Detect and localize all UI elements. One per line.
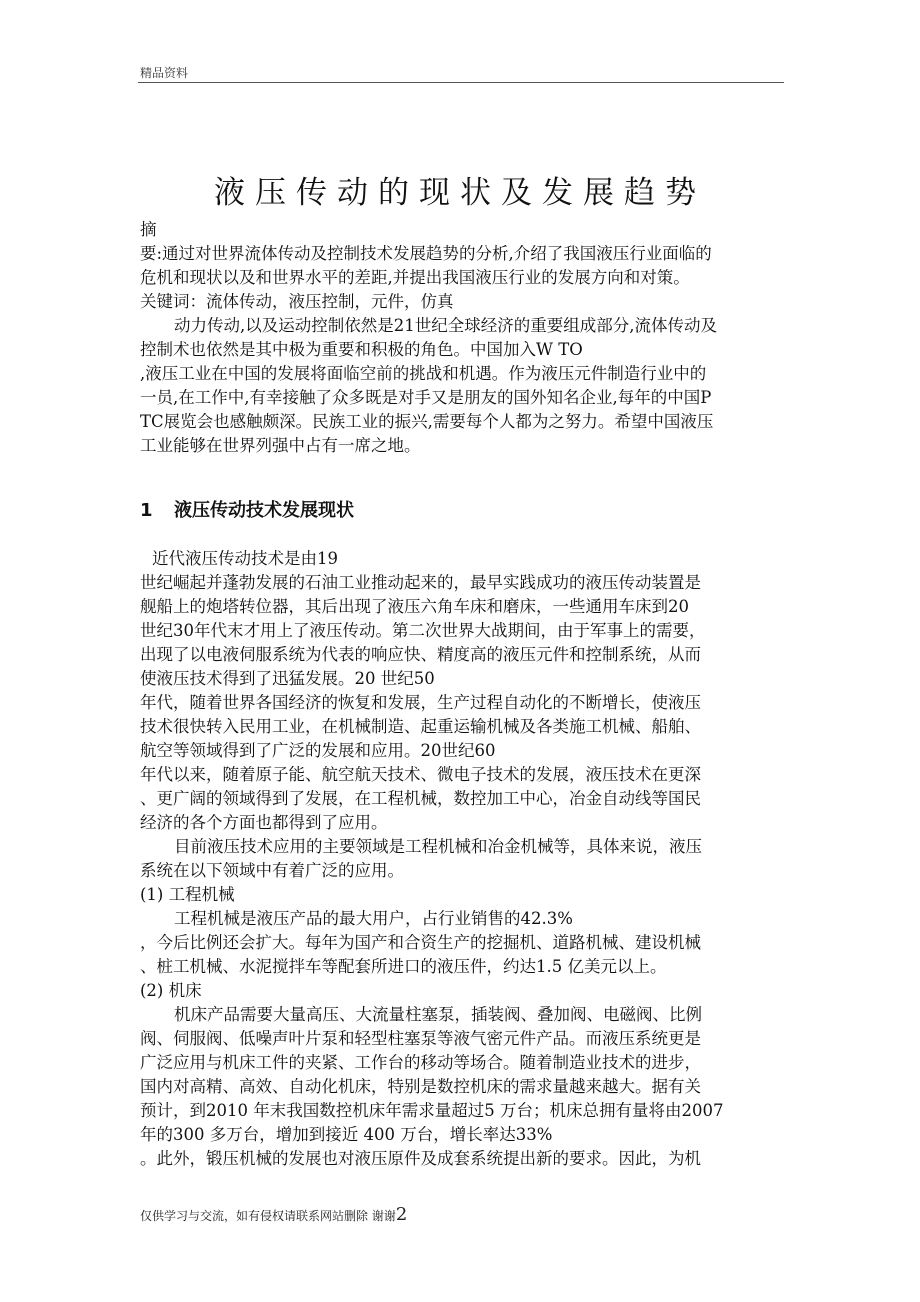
intro-line: ,液压工业在中国的发展将面临空前的挑战和机遇。作为液压元件制造行业中的 bbox=[140, 364, 707, 383]
body-line: 工程机械是液压产品的最大用户，占行业销售的42.3% bbox=[174, 909, 573, 928]
body-line: 国内对高精、高效、自动化机床，特别是数控机床的需求量越来越大。据有关 bbox=[140, 1077, 701, 1096]
intro-line: TC展览会也感触颇深。民族工业的振兴,需要每个人都为之努力。希望中国液压 bbox=[140, 412, 714, 431]
body-line: 年代，随着世界各国经济的恢复和发展，生产过程自动化的不断增长，使液压 bbox=[140, 693, 701, 712]
header-divider bbox=[138, 82, 784, 83]
page-header-label: 精品资料 bbox=[140, 66, 189, 80]
section-heading-1 bbox=[140, 496, 354, 522]
subheading-machine-tools: (2) 机床 bbox=[140, 981, 202, 1000]
body-line: 出现了以电液伺服系统为代表的响应快、精度高的液压元件和控制系统，从而 bbox=[140, 645, 701, 664]
section1-body bbox=[140, 547, 780, 1171]
intro-line: 一员,在工作中,有幸接触了众多既是对手又是朋友的国外知名企业,每年的中国P bbox=[140, 388, 712, 407]
body-line: 世纪30年代末才用上了液压传动。第二次世界大战期间，由于军事上的需要， bbox=[140, 621, 706, 640]
body-line: 舰船上的炮塔转位器，其后出现了液压六角车床和磨床，一些通用车床到20 bbox=[140, 597, 689, 616]
body-line: 目前液压技术应用的主要领域是工程机械和冶金机械等，具体来说，液压 bbox=[174, 837, 702, 856]
body-line: 年代以来，随着原子能、航空航天技术、微电子技术的发展，液压技术在更深 bbox=[140, 765, 701, 784]
intro-line: 工业能够在世界列强中占有一席之地。 bbox=[140, 436, 421, 455]
body-line: ，今后比例还会扩大。每年为国产和合资生产的挖掘机、道路机械、建设机械 bbox=[140, 933, 701, 952]
body-line: 年的300 多万台，增加到接近 400 万台，增长率达33% bbox=[140, 1125, 553, 1144]
intro-block bbox=[140, 314, 780, 458]
body-line: 世纪崛起并蓬勃发展的石油工业推动起来的，最早实践成功的液压传动装置是 bbox=[140, 573, 701, 592]
page-footer bbox=[140, 1204, 407, 1225]
keywords-line: 关键词：流体传动，液压控制，元件，仿真 bbox=[140, 292, 454, 311]
body-line: 、桩工机械、水泥搅拌车等配套所进口的液压件，约达1.5 亿美元以上。 bbox=[140, 957, 667, 976]
subheading-engineering-machinery: (1) 工程机械 bbox=[140, 885, 235, 904]
intro-line: 控制术也依然是其中极为重要和积极的角色。中国加入W TO bbox=[140, 340, 583, 359]
body-line: 预计，到2010 年末我国数控机床年需求量超过5 万台；机床总拥有量将由2007 bbox=[140, 1101, 724, 1120]
abstract-line: 要:通过对世界流体传动及控制技术发展趋势的分析,介绍了我国液压行业面临的 bbox=[140, 244, 712, 263]
body-line: 使液压技术得到了迅猛发展。20 世纪50 bbox=[140, 669, 435, 688]
intro-line: 动力传动,以及运动控制依然是21世纪全球经济的重要组成部分,流体传动及 bbox=[174, 316, 717, 335]
body-line: 航空等领域得到了广泛的发展和应用。20世纪60 bbox=[140, 741, 496, 760]
body-line: 机床产品需要大量高压、大流量柱塞泵，插装阀、叠加阀、电磁阀、比例 bbox=[174, 1005, 702, 1024]
body-line: 经济的各个方面也都得到了应用。 bbox=[140, 813, 388, 832]
body-line: 技术很快转入民用工业，在机械制造、起重运输机械及各类施工机械、船舶、 bbox=[140, 717, 701, 736]
body-line: 系统在以下领域中有着广泛的应用。 bbox=[140, 861, 404, 880]
body-line: 广泛应用与机床工件的夹紧、工作台的移动等场合。随着制造业技术的进步， bbox=[140, 1053, 701, 1072]
section-title: 液压传动技术发展现状 bbox=[174, 500, 354, 521]
abstract-line: 危机和现状以及和世界水平的差距,并提出我国液压行业的发展方向和对策。 bbox=[140, 268, 690, 287]
page-number: 2 bbox=[395, 1204, 408, 1225]
body-line: 。此外，锻压机械的发展也对液压原件及成套系统提出新的要求。因此，为机 bbox=[140, 1149, 701, 1168]
abstract-block bbox=[140, 218, 780, 314]
section-number: 1 bbox=[140, 500, 153, 521]
body-line: 近代液压传动技术是由19 bbox=[152, 549, 338, 568]
body-line: 阀、伺服阀、低噪声叶片泵和轻型柱塞泵等液气密元件产品。而液压系统更是 bbox=[140, 1029, 701, 1048]
document-title: 液压传动的现状及发展趋势 bbox=[214, 174, 706, 211]
footer-text: 仅供学习与交流，如有侵权请联系网站删除 谢谢 bbox=[140, 1209, 396, 1223]
abstract-line: 摘 bbox=[140, 220, 157, 239]
body-line: 、更广阔的领域得到了发展，在工程机械，数控加工中心，冶金自动线等国民 bbox=[140, 789, 701, 808]
